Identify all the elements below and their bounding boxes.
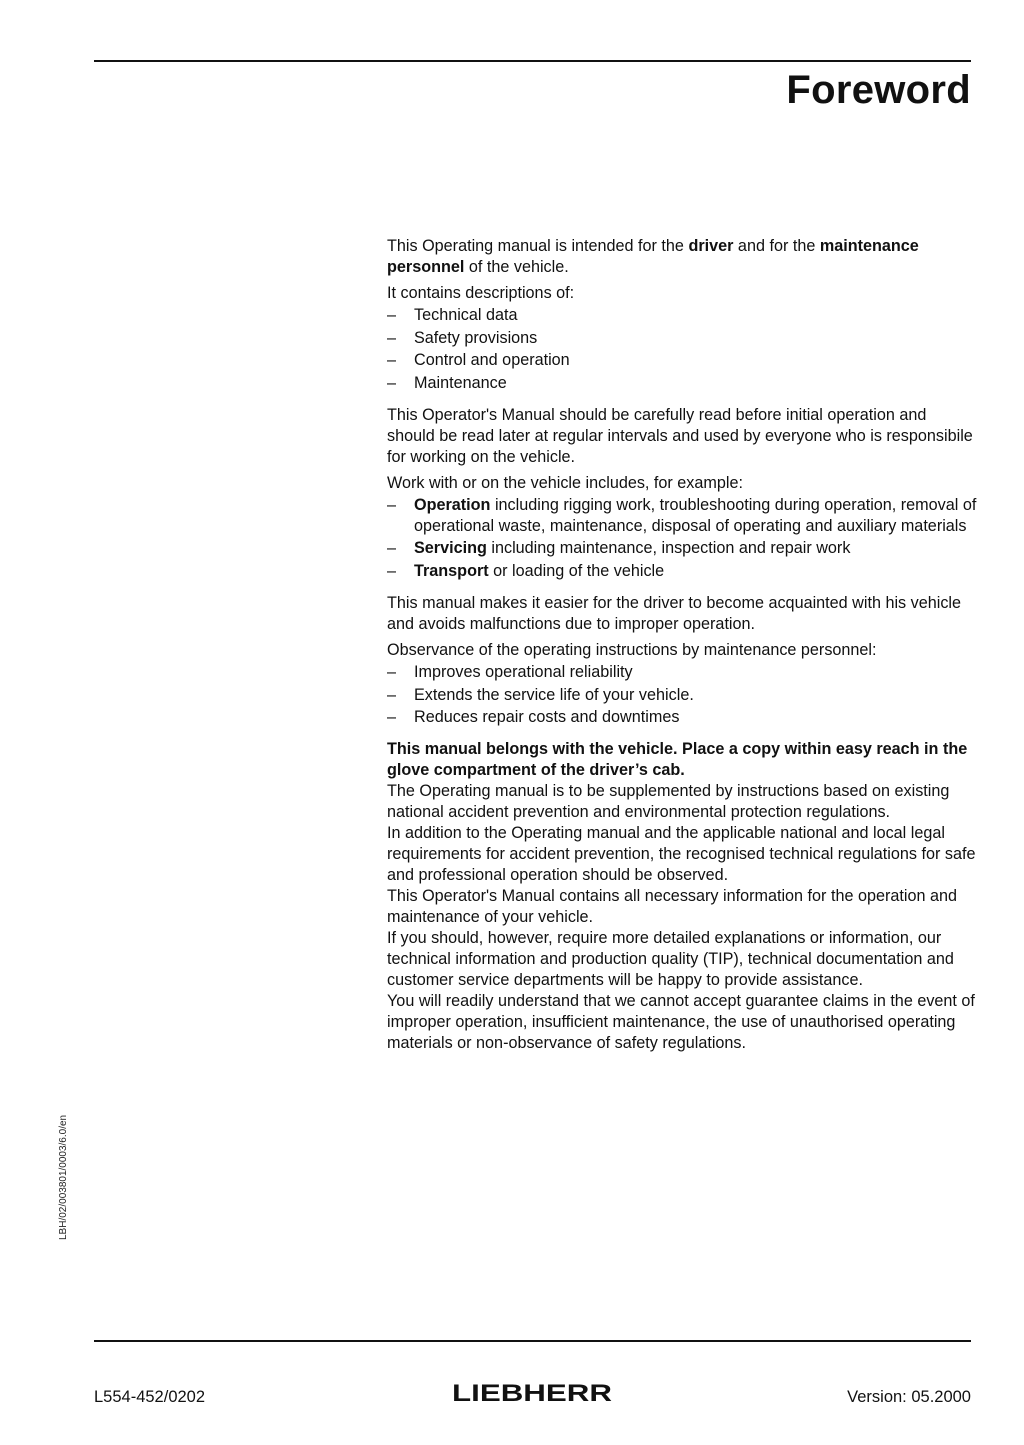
list-item: – Technical data: [387, 306, 518, 325]
list-item: – Improves operational reliability: [387, 663, 633, 682]
document-number: L554-452/0202: [94, 1388, 206, 1406]
contains-lead: It contains descriptions of:: [387, 284, 575, 302]
foreword-body: [387, 236, 977, 1054]
contains-list: [387, 305, 977, 393]
top-rule: [94, 60, 971, 62]
closing-paragraph: In addition to the Operating manual and the applicable national and local legal requirements for accident prevention, the recognised technical regulations for safe and professional operation should be observed.: [387, 823, 976, 884]
list-item: – Safety provisions: [387, 328, 538, 347]
read-paragraph: This Operator's Manual should be carefully read before initial operation and should be read later at regular intervals and used by everyone who is responsibile for working on the vehicle.: [387, 405, 973, 466]
list-item: – Control and operation: [387, 351, 570, 370]
list-item: – Maintenance: [387, 373, 507, 392]
brand-wordmark: LIEBHERR: [452, 1381, 612, 1405]
work-list: [387, 495, 977, 582]
easier-paragraph: This manual makes it easier for the driver to become acquainted with his vehicle and avoids malfunctions due to improper operation.: [387, 593, 962, 633]
observance-list: [387, 662, 977, 728]
bottom-rule: [94, 1340, 971, 1342]
page-title: Foreword: [786, 68, 971, 112]
liebherr-logo: [451, 1381, 613, 1405]
intro-paragraph: This Operating manual is intended for the driver and for the maintenance personnel of the vehicle.: [387, 237, 919, 276]
list-item: – Servicing including maintenance, inspection and repair work: [387, 539, 851, 558]
list-item: – Transport or loading of the vehicle: [387, 561, 665, 580]
list-item: – Operation including rigging work, troubleshooting during operation, removal of operational waste, maintenance, disposal of operating and auxiliary materials: [387, 495, 977, 535]
document-code-vertical: LBH/02/003801/0003/6.0/en: [58, 1114, 69, 1240]
closing-paragraph: This Operator's Manual contains all necessary information for the operation and maintenance of your vehicle.: [387, 886, 957, 926]
closing-paragraph: If you should, however, require more detailed explanations or information, our technical information and production quality (TIP), technical documentation and customer service departments will be happy to provide assistance.: [387, 928, 954, 989]
list-item: – Extends the service life of your vehicle.: [387, 685, 694, 704]
closing-paragraph: The Operating manual is to be supplemented by instructions based on existing national accident prevention and environmental protection regulations.: [387, 781, 950, 821]
belongs-notice: This manual belongs with the vehicle. Place a copy within easy reach in the glove compartment of the driver’s cab.: [387, 739, 968, 779]
work-lead: Work with or on the vehicle includes, for example:: [387, 473, 743, 492]
list-item: – Reduces repair costs and downtimes: [387, 707, 680, 726]
observance-lead: Observance of the operating instructions by maintenance personnel:: [387, 640, 877, 659]
version-label: Version: 05.2000: [847, 1388, 971, 1406]
closing-paragraph: You will readily understand that we cannot accept guarantee claims in the event of improper operation, insufficient maintenance, the use of unauthorised operating materials or non-observance of safety regulations.: [387, 991, 975, 1052]
